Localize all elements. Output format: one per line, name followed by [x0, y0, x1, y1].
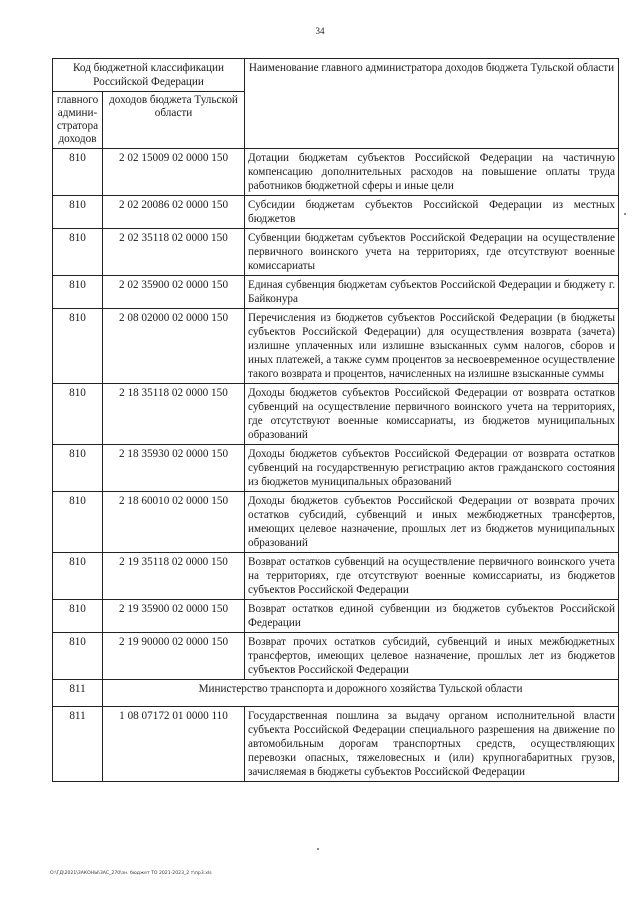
budget-code-cell: 2 02 15009 02 0000 150: [103, 149, 245, 196]
table-row-last: [53, 707, 619, 782]
revenue-name-cell: Возврат остатков субвенций на осуществление первичного воинского учета на территориях, где отсутствуют военные комиссариаты, из бюджетов субъектов Российской Федерации: [245, 553, 619, 600]
header-code-group: Код бюджетной классификации Российской Федерации: [53, 59, 245, 92]
table-row: [53, 196, 619, 229]
admin-code-cell: 810: [53, 309, 103, 384]
page-number: 34: [315, 26, 325, 36]
revenue-name-cell: Доходы бюджетов субъектов Российской Федерации от возврата остатков субвенций на государственную регистрацию актов гражданского состояния из бюджетов муниципальных образований: [245, 445, 619, 492]
budget-code-cell: 2 19 90000 02 0000 150: [103, 633, 245, 680]
scan-speck: [317, 848, 319, 850]
table-row: [53, 309, 619, 384]
admin-code-cell: 810: [53, 492, 103, 553]
admin-code-cell: 810: [53, 384, 103, 445]
table-row: [53, 276, 619, 309]
revenue-name-cell: Доходы бюджетов субъектов Российской Федерации от возврата прочих остатков субсидий, субвенций и иных межбюджетных трансфертов, имеющих целевое назначение, прошлых лет из бюджетов муниципальных образований: [245, 492, 619, 553]
budget-code-cell: 2 19 35118 02 0000 150: [103, 553, 245, 600]
table-row: [53, 492, 619, 553]
budget-code-cell: 2 02 35900 02 0000 150: [103, 276, 245, 309]
table-row: [53, 229, 619, 276]
admin-code-cell: 810: [53, 633, 103, 680]
admin-code-cell: 810: [53, 276, 103, 309]
table-row: [53, 633, 619, 680]
admin-code-cell: 810: [53, 553, 103, 600]
table-row: [53, 600, 619, 633]
revenue-name-cell: Единая субвенция бюджетам субъектов Российской Федерации и бюджету г. Байконура: [245, 276, 619, 309]
budget-classification-table: [52, 58, 619, 782]
admin-code-cell: 810: [53, 445, 103, 492]
department-name-cell: Министерство транспорта и дорожного хозяйства Тульской области: [103, 680, 619, 707]
budget-code-cell: 2 02 35118 02 0000 150: [103, 229, 245, 276]
revenue-name-cell: Государственная пошлина за выдачу органом исполнительной власти субъекта Российской Федерации специального разрешения на движение по автомобильным дорогам транспортных средств, осуществляющих перевозки опасных, тяжеловесных и (или) крупногабаритных грузов, зачисляемая в бюджеты субъектов Российской Федерации: [245, 707, 619, 782]
table-row: [53, 384, 619, 445]
table-row-department: [53, 680, 619, 707]
budget-code-cell: 2 19 35900 02 0000 150: [103, 600, 245, 633]
budget-code-cell: 2 18 60010 02 0000 150: [103, 492, 245, 553]
revenue-name-cell: Дотации бюджетам субъектов Российской Федерации на частичную компенсацию дополнительных расходов на повышение оплаты труда работников бюджетной сферы и иные цели: [245, 149, 619, 196]
revenue-name-cell: Субвенции бюджетам субъектов Российской Федерации на осуществление первичного воинского учета на территориях, где отсутствуют военные комиссариаты: [245, 229, 619, 276]
header-admin-column: главного админи-стратора доходов: [53, 92, 103, 149]
footer-file-path: O:\ГД\2021\ЗАКОНЫ\ЗАС_270\зн. бюджет ТО 2021-2023_2 т\пр3.xls: [50, 871, 212, 876]
budget-code-cell: 2 18 35118 02 0000 150: [103, 384, 245, 445]
table-row: [53, 553, 619, 600]
admin-code-cell: 811: [53, 707, 103, 782]
table-row: [53, 149, 619, 196]
revenue-name-cell: Возврат прочих остатков субсидий, субвенций и иных межбюджетных трансфертов, имеющих целевое назначение, прошлых лет из бюджетов субъектов Российской Федерации: [245, 633, 619, 680]
admin-code-cell: 810: [53, 229, 103, 276]
revenue-name-cell: Перечисления из бюджетов субъектов Российской Федерации (в бюджеты субъектов Российской Федерации) для осуществления возврата (зачета) излишне уплаченных или излишне взысканных сумм налогов, сборов и иных платежей, а также сумм процентов за несвоевременное осуществление такого возврата и процентов, начисленных на излишне взысканные суммы: [245, 309, 619, 384]
revenue-name-cell: Доходы бюджетов субъектов Российской Федерации от возврата остатков субвенций на осуществление первичного воинского учета на территориях, где отсутствуют военные комиссариаты, из бюджетов муниципальных образований: [245, 384, 619, 445]
admin-code-cell: 810: [53, 600, 103, 633]
budget-code-cell: 2 18 35930 02 0000 150: [103, 445, 245, 492]
admin-code-cell: 811: [53, 680, 103, 707]
scan-speck: [624, 213, 626, 215]
header-code-column: доходов бюджета Тульской области: [103, 92, 245, 149]
budget-code-cell: 1 08 07172 01 0000 110: [103, 707, 245, 782]
budget-code-cell: 2 08 02000 02 0000 150: [103, 309, 245, 384]
admin-code-cell: 810: [53, 196, 103, 229]
header-name-column: Наименование главного администратора доходов бюджета Тульской области: [245, 59, 619, 149]
table-header-row: [53, 59, 619, 92]
revenue-name-cell: Возврат остатков единой субвенции из бюджетов субъектов Российской Федерации: [245, 600, 619, 633]
table-row: [53, 445, 619, 492]
revenue-name-cell: Субсидии бюджетам субъектов Российской Федерации из местных бюджетов: [245, 196, 619, 229]
budget-code-cell: 2 02 20086 02 0000 150: [103, 196, 245, 229]
admin-code-cell: 810: [53, 149, 103, 196]
table-body: [53, 149, 619, 680]
